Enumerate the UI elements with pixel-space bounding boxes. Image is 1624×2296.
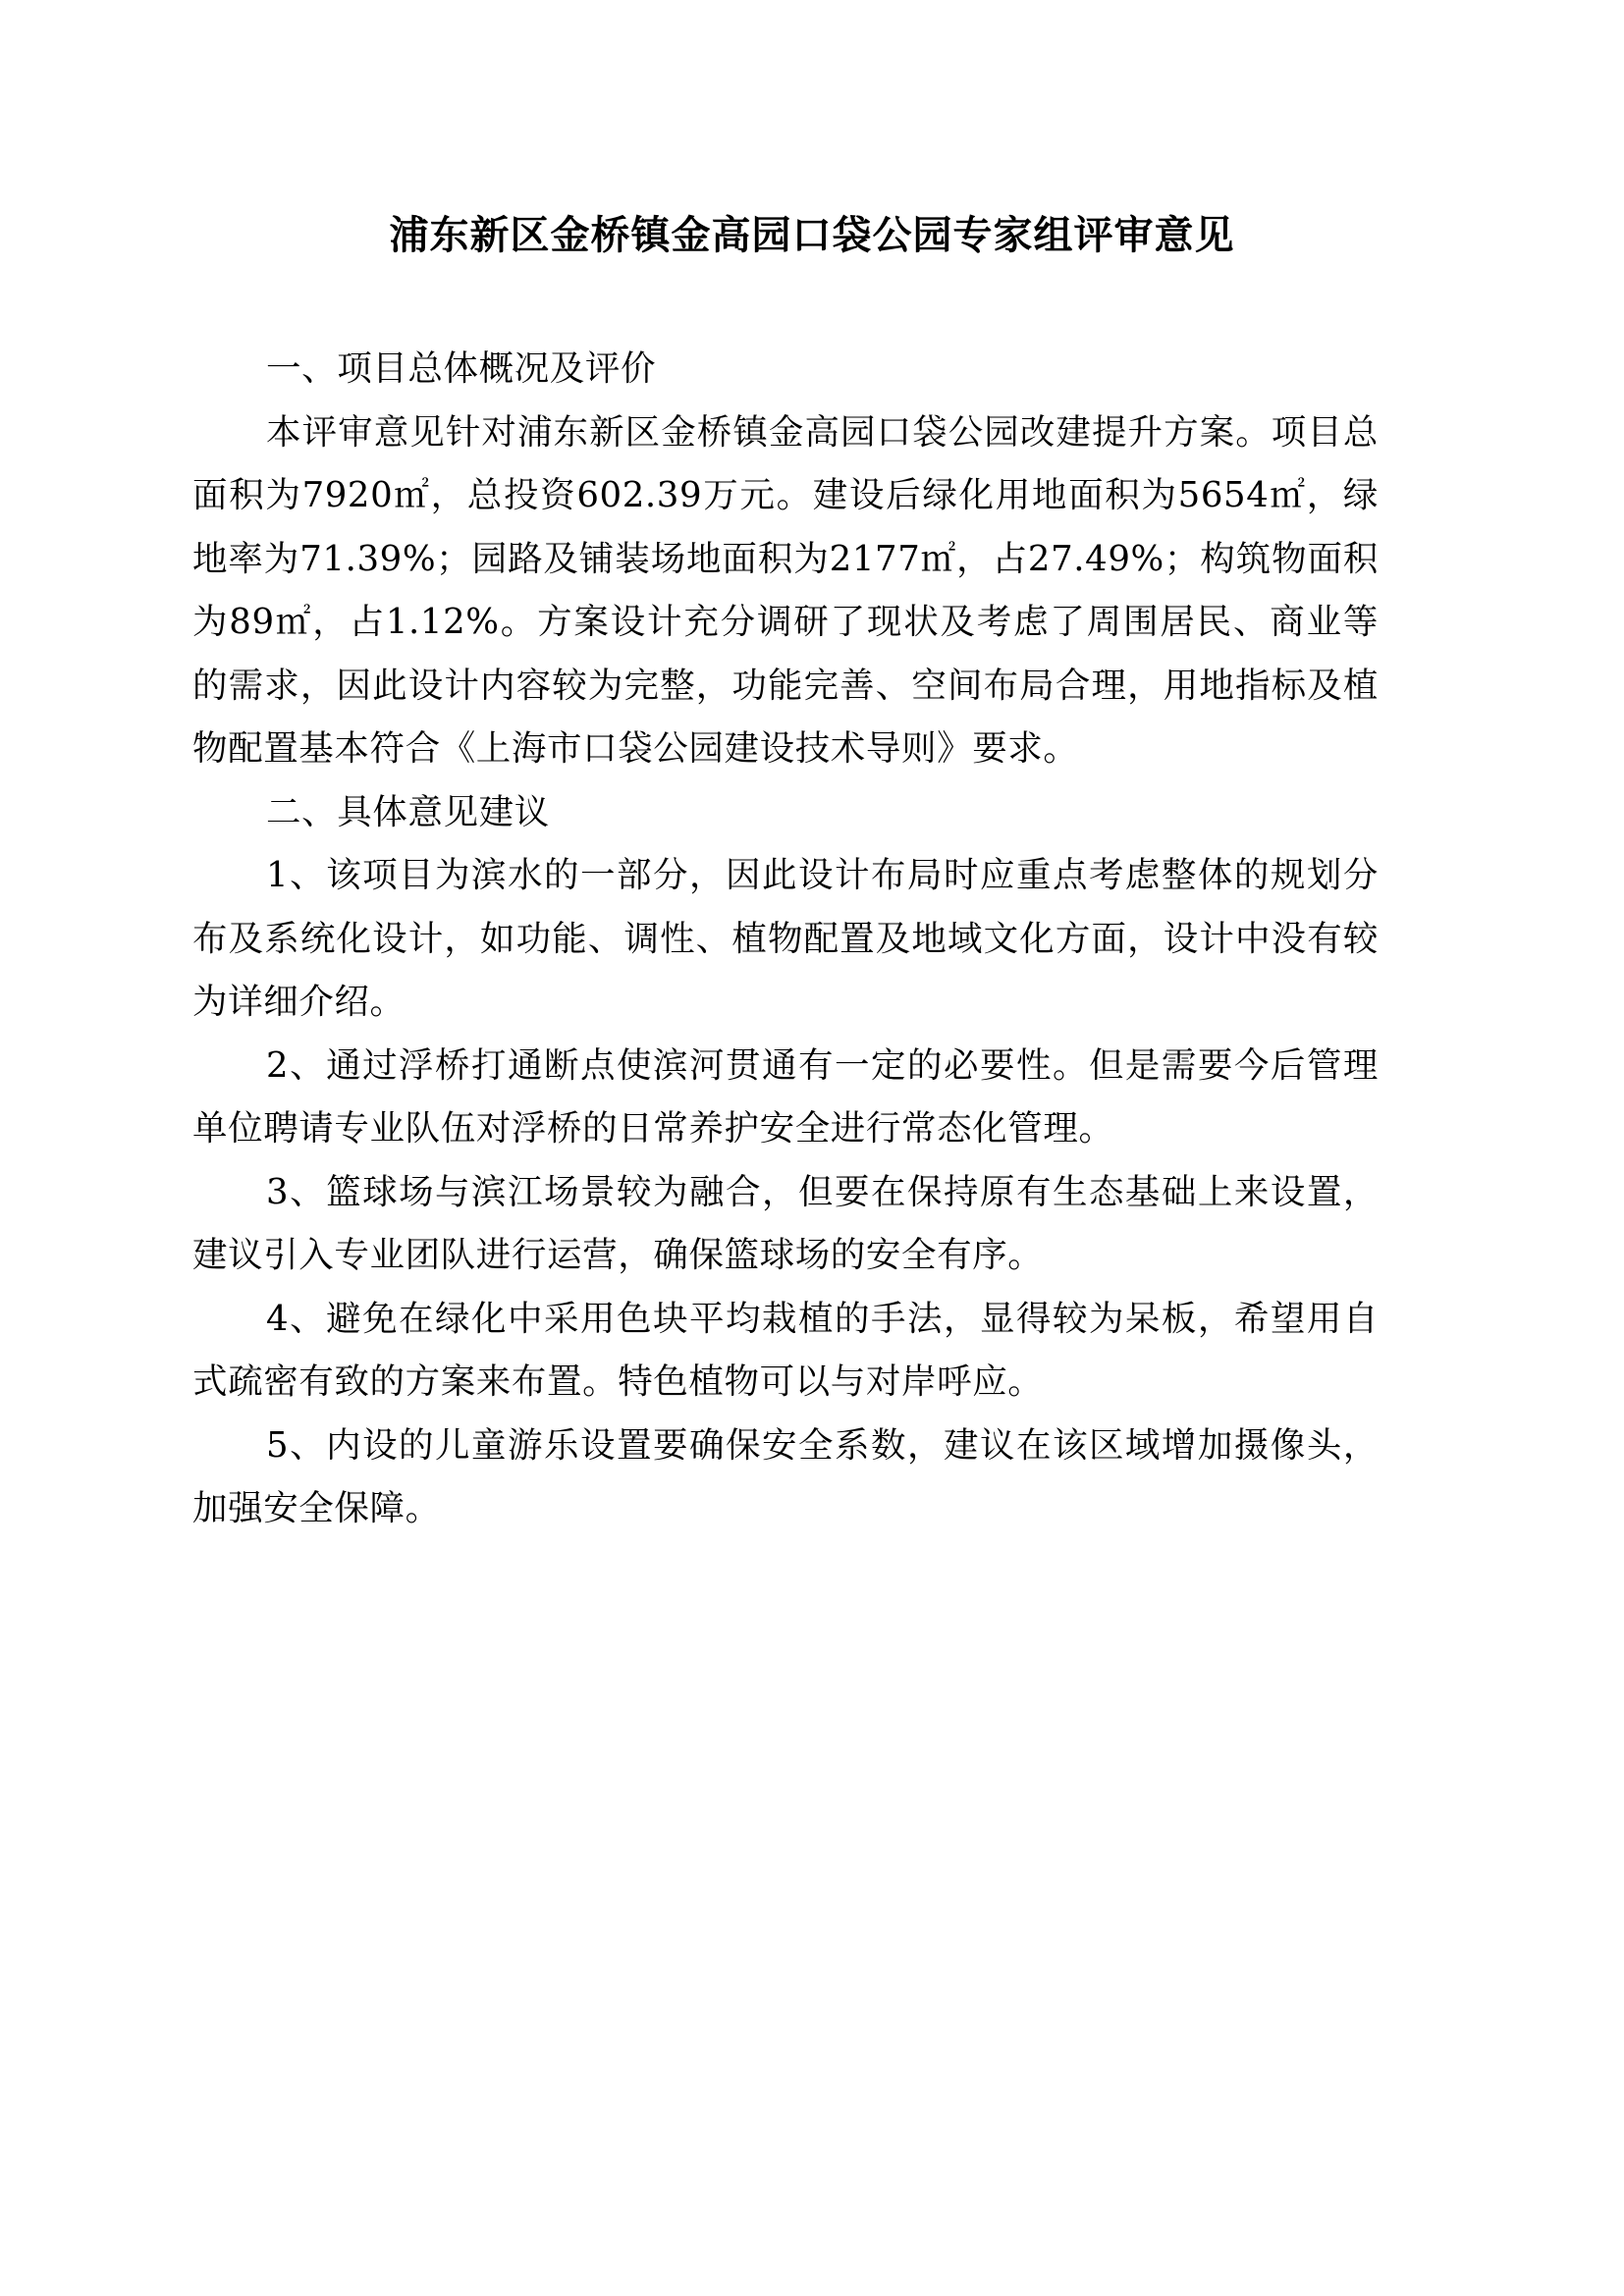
suggestion-item-1: 1、该项目为滨水的一部分，因此设计布局时应重点考虑整体的规划分布及系统化设计，如功能、调性、植物配置及地域文化方面，设计中没有较为详细介绍。 [192,855,1379,1022]
document-body [192,338,1379,1541]
suggestion-item-2: 2、通过浮桥打通断点使滨河贯通有一定的必要性。但是需要今后管理单位聘请专业队伍对浮桥的日常养护安全进行常态化管理。 [192,1044,1379,1148]
suggestion-item-5: 5、内设的儿童游乐设置要确保安全系数，建议在该区域增加摄像头，加强安全保障。 [192,1424,1379,1528]
section-heading-overview: 一、项目总体概况及评价 [266,348,657,389]
suggestion-item-3: 3、篮球场与滨江场景较为融合，但要在保持原有生态基础上来设置，建议引入专业团队进行运营，确保篮球场的安全有序。 [192,1171,1379,1275]
suggestion-item-4: 4、避免在绿化中采用色块平均栽植的手法，显得较为呆板，希望用自式疏密有致的方案来布置。特色植物可以与对岸呼应。 [192,1298,1379,1402]
overview-paragraph: 本评审意见针对浦东新区金桥镇金高园口袋公园改建提升方案。项目总面积为7920㎡，总投资602.39万元。建设后绿化用地面积为5654㎡，绿地率为71.39%；园路及铺装场地面积为2177㎡，占27.49%；构筑物面积为89㎡，占1.12%。方案设计充分调研了现状及考虑了周围居民、商业等的需求，因此设计内容较为完整，功能完善、空间布局合理，用地指标及植物配置基本符合《上海市口袋公园建设技术导则》要求。 [192,411,1379,769]
section-heading-suggestions: 二、具体意见建议 [266,791,550,832]
document-title: 浦东新区金桥镇金高园口袋公园专家组评审意见 [389,213,1235,258]
